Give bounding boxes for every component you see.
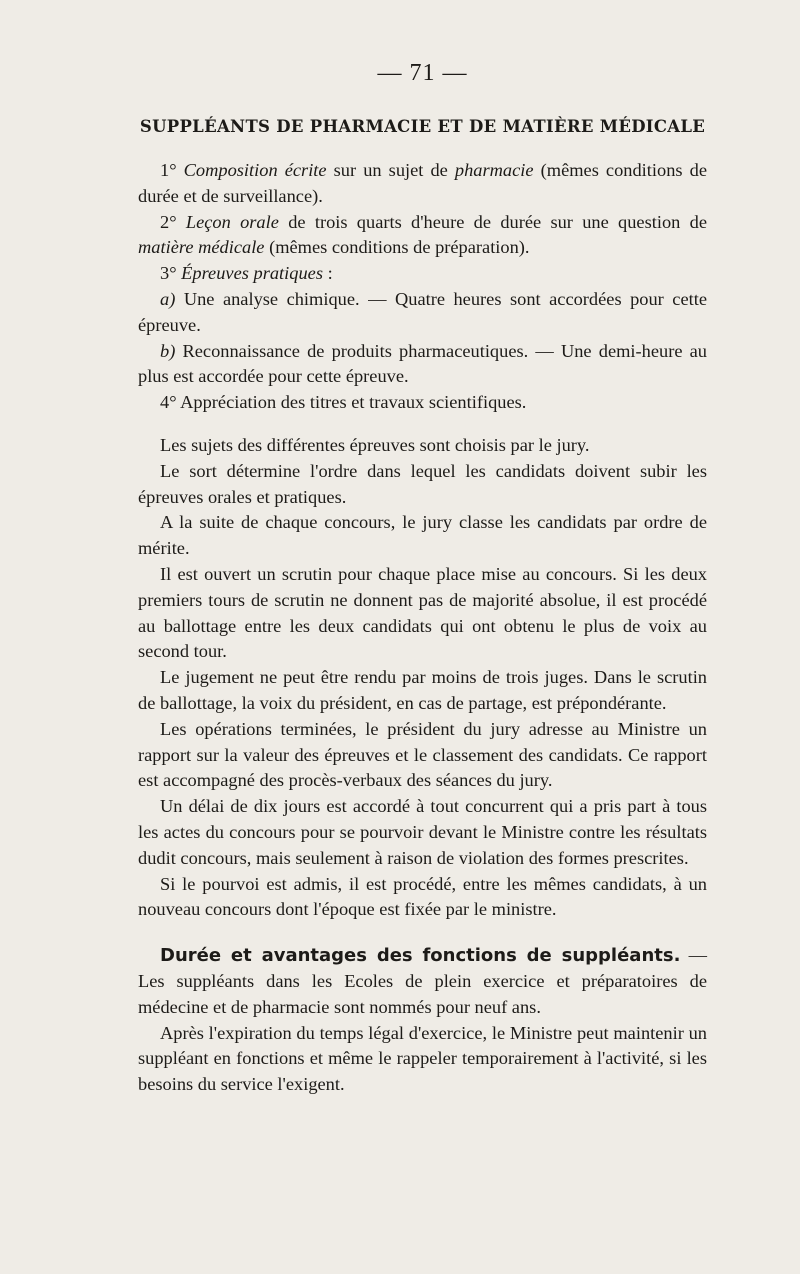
item-3-number: 3° <box>160 263 182 284</box>
paragraph: Les sujets des différentes épreuves sont choisis par le jury. <box>160 434 590 455</box>
item-3b <box>138 339 707 391</box>
paragraph: Le jugement ne peut être rendu par moins de trois juges. Dans le scrutin de ballottage, la voix du président, en cas de partage, est prépondérante. <box>138 667 707 713</box>
item-3a-letter: a) <box>160 288 176 309</box>
item-2 <box>138 210 707 262</box>
item-1-text-b: (mêmes conditions de durée et de surveillance). <box>138 160 707 206</box>
paragraph: Les opérations terminées, le président du jury adresse au Ministre un rapport sur la valeur des épreuves et le classement des candidats. Ce rapport est accompagné des procès-verbaux des séances du jury. <box>138 718 707 791</box>
item-3-title: Épreuves pratiques <box>181 263 323 284</box>
item-2-subject: matière médicale <box>138 237 265 258</box>
item-2-number: 2° <box>160 211 186 232</box>
paragraph: Un délai de dix jours est accordé à tout concurrent qui a pris part à tous les actes du concours pour se pourvoir devant le Ministre contre les résultats dudit concours, mais seulement à raison de violation des formes prescrites. <box>138 796 707 868</box>
item-3a-text: Une analyse chimique. — Quatre heures sont accordées pour cette épreuve. <box>138 288 707 335</box>
duree-heading: Durée et avantages des fonctions de suppléants. <box>160 945 681 967</box>
section-heading: SUPPLÉANTS DE PHARMACIE ET DE MATIÈRE MÉDICALE <box>139 117 706 136</box>
item-1-number: 1° <box>160 160 184 180</box>
paragraph: A la suite de chaque concours, le jury classe les candidats par ordre de mérite. <box>138 512 707 559</box>
item-2-text-a: de trois quarts d'heure de durée sur une question de <box>278 211 707 232</box>
item-3 <box>138 261 707 287</box>
item-2-title: Leçon orale <box>185 211 279 232</box>
item-3b-letter: b) <box>160 340 176 361</box>
item-3-text: : <box>322 263 333 284</box>
duree-paragraph <box>138 943 707 1020</box>
item-1-subject: pharmacie <box>454 160 534 180</box>
final-paragraph: Après l'expiration du temps légal d'exercice, le Ministre peut maintenir un suppléant en fonctions et même le rappeler temporairement à l'activité, si les besoins du service l'exigent. <box>138 1022 707 1095</box>
paragraph: Il est ouvert un scrutin pour chaque place mise au concours. Si les deux premiers tours de scrutin ne donnent pas de majorité absolue, il est procédé au ballottage entre les deux candidats qui ont obtenu le plus de voix au second tour. <box>138 563 707 662</box>
paragraph: Le sort détermine l'ordre dans lequel les candidats doivent subir les épreuves orales et pratiques. <box>138 460 707 507</box>
item-1 <box>138 158 707 210</box>
item-3b-text: Reconnaissance de produits pharmaceutiques. — Une demi-heure au plus est accordée pour cette épreuve. <box>138 340 707 387</box>
page-number: — 71 — <box>377 60 468 86</box>
item-2-text-b: (mêmes conditions de préparation). <box>264 237 530 258</box>
duree-text: — Les suppléants dans les Ecoles de plein exercice et préparatoires de médecine et de pharmacie sont nommés pour neuf ans. <box>138 945 707 1017</box>
item-1-text-a: sur un sujet de <box>326 160 455 180</box>
item-3a <box>138 287 707 339</box>
item-4: 4° Appréciation des titres et travaux scientifiques. <box>160 392 527 413</box>
paragraph: Si le pourvoi est admis, il est procédé, entre les mêmes candidats, à un nouveau concours dont l'époque est fixée par le ministre. <box>138 873 707 920</box>
item-1-title: Composition écrite <box>183 160 327 180</box>
